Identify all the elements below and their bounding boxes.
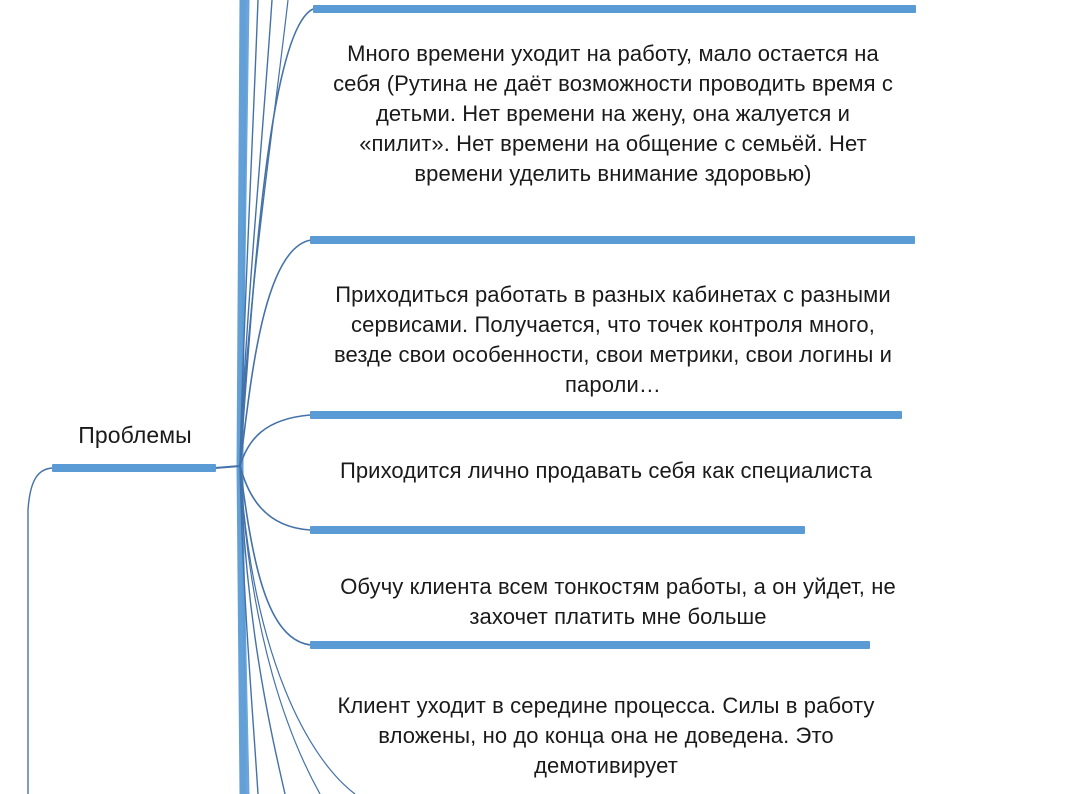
root-label: Проблемы <box>78 422 192 448</box>
branch-node-1[interactable] <box>310 5 916 233</box>
branch-label-5: Клиент уходит в середине процесса. Силы в работу вложены, но до конца она не доведена. Это демотивирует <box>337 693 875 778</box>
branch-label-1: Много времени уходит на работу, мало остается на себя (Рутина не даёт возможности проводить время с детьми. Нет времени на жену, она жалуется и «пилит». Нет времени на общение с семьёй. Нет времени уделить внимание здоровью) <box>333 41 893 186</box>
branch-node-3[interactable] <box>310 411 904 523</box>
branch-node-2[interactable] <box>310 236 916 408</box>
branch-label-3: Приходится лично продавать себя как специалиста <box>339 458 873 483</box>
branch-bar-2 <box>310 236 915 244</box>
branch-bar-5 <box>310 641 870 649</box>
branch-bar-3 <box>310 411 902 419</box>
branch-node-5[interactable] <box>310 641 875 791</box>
branch-label-4: Обучу клиента всем тонкостям работы, а он уйдет, не захочет платить мне больше <box>340 574 896 629</box>
branch-bar-1 <box>313 5 916 13</box>
branch-node-4[interactable] <box>310 526 896 640</box>
branch-bar-4 <box>310 526 805 534</box>
root-underline-bar <box>52 464 216 472</box>
root-node[interactable] <box>52 420 218 480</box>
branch-label-2: Приходиться работать в разных кабинетах с разными сервисами. Получается, что точек контроля много, везде свои особенности, свои метрики, свои логины и пароли… <box>333 282 893 397</box>
